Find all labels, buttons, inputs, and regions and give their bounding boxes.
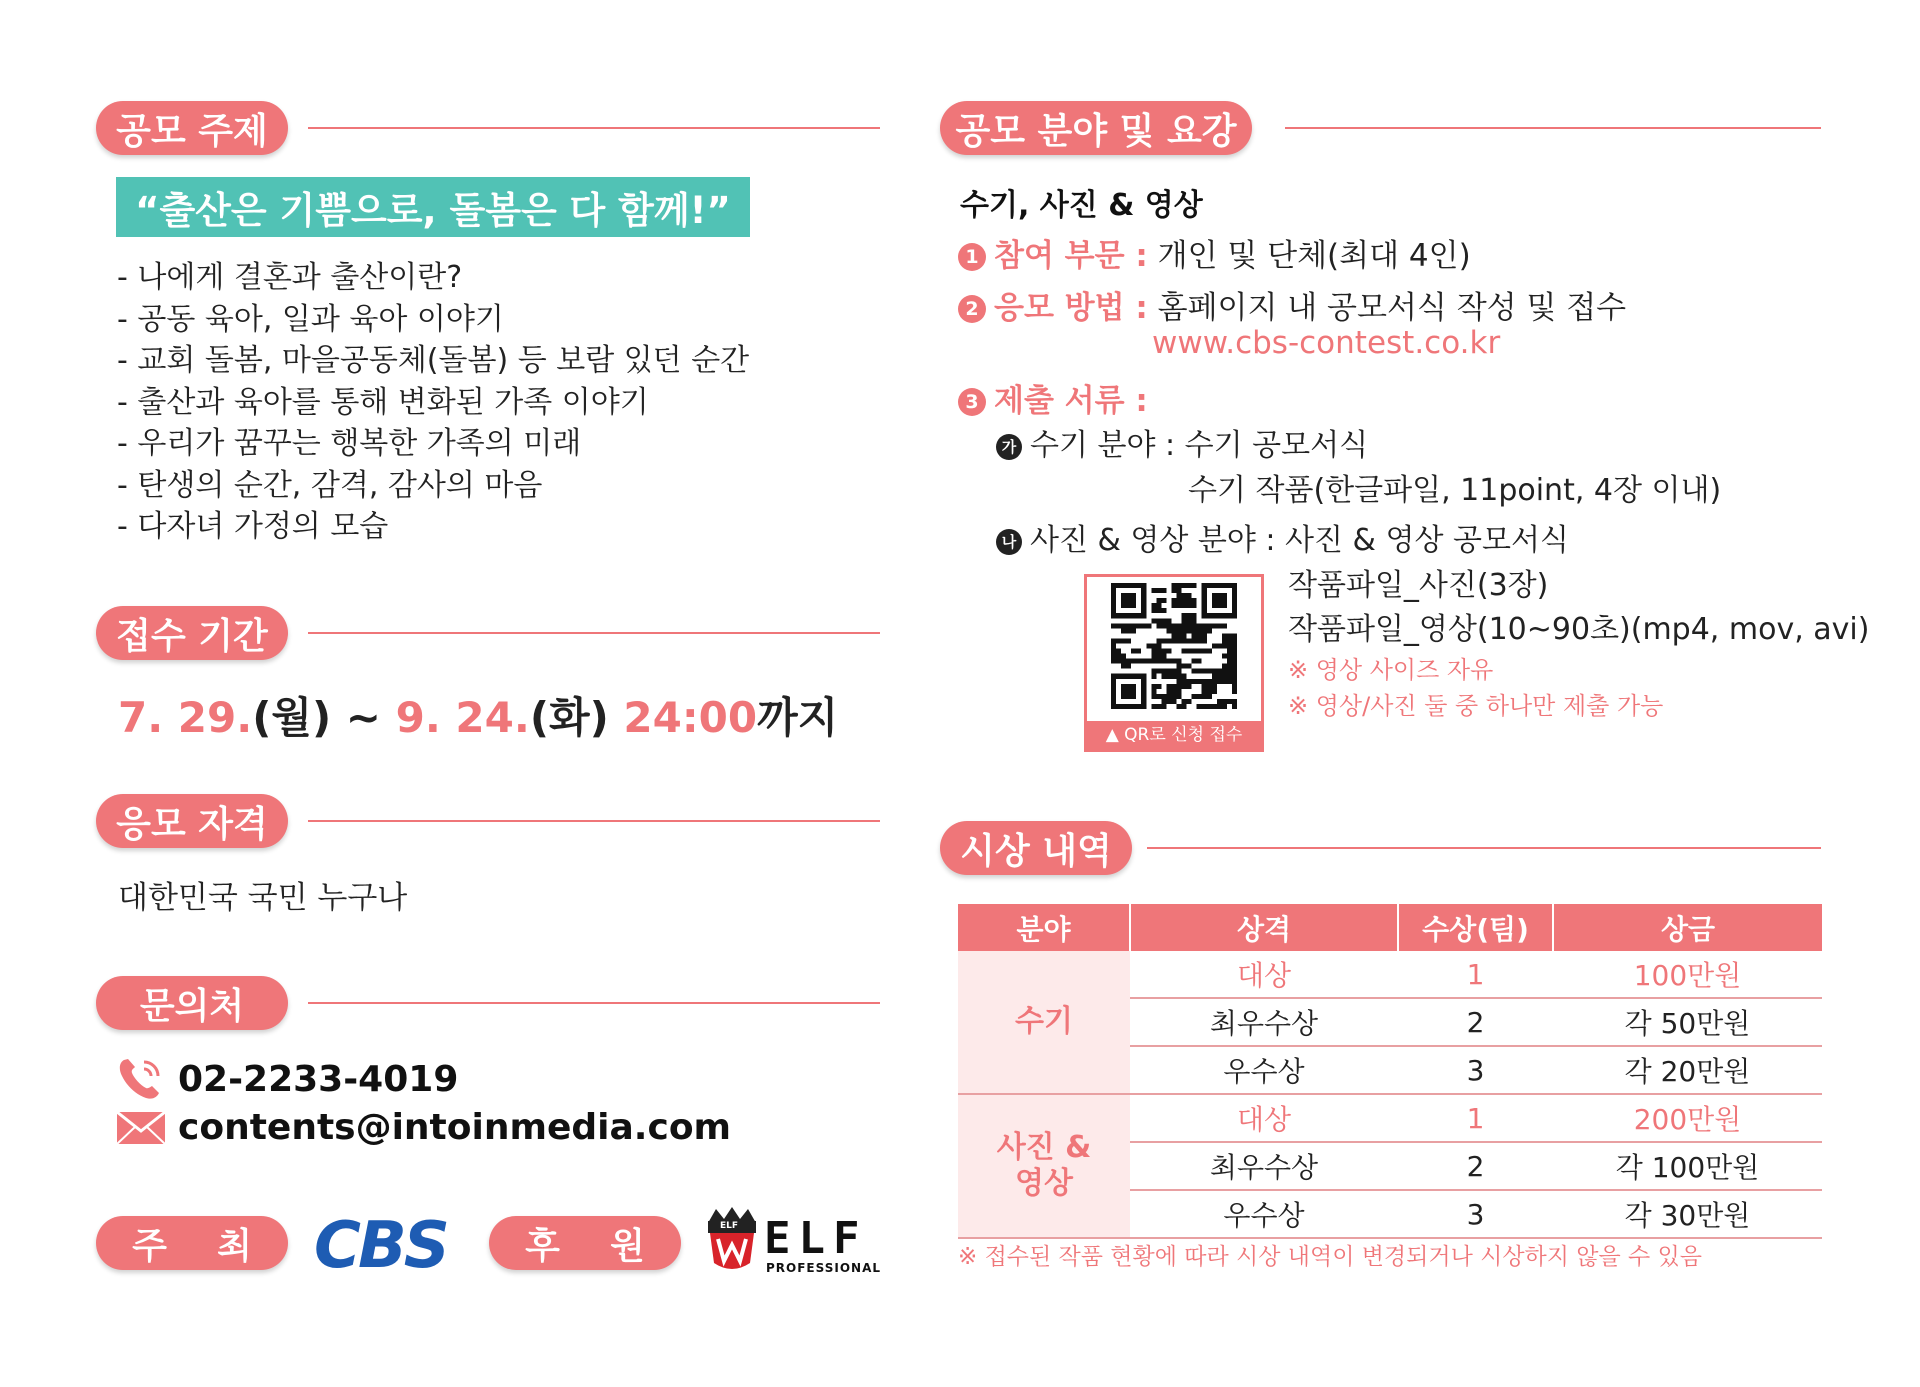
period-until: 까지 — [757, 693, 839, 742]
number-badge: 2 — [958, 295, 986, 323]
essay-mark: 가 — [996, 434, 1022, 460]
qr-code[interactable] — [1084, 574, 1264, 752]
awards-divider — [1147, 847, 1821, 849]
theme-item: - 탄생의 순간, 감격, 감사의 마음 — [117, 467, 543, 503]
eligibility-header: 응모 자격 — [96, 794, 288, 848]
theme-divider — [308, 127, 880, 129]
count-cell: 3 — [1398, 1190, 1553, 1238]
method-text: 홈페이지 내 공모서식 작성 및 접수 — [1147, 290, 1627, 326]
count-cell: 2 — [1398, 1142, 1553, 1190]
category-cell: 사진 & 영상 — [958, 1094, 1130, 1238]
award-cell: 최우수상 — [1130, 1142, 1398, 1190]
elf-subtitle: PROFESSIONAL — [766, 1261, 882, 1275]
theme-item: - 다자녀 가정의 모습 — [117, 509, 389, 544]
theme-item: - 우리가 꿈꾸는 행복한 가족의 미래 — [117, 426, 582, 461]
count-cell: 3 — [1398, 1046, 1553, 1094]
award-cell: 대상 — [1130, 951, 1398, 998]
award-cell: 우수상 — [1130, 1046, 1398, 1094]
method-label: 응모 방법 : — [994, 290, 1148, 326]
photo-line-1 — [996, 515, 1569, 559]
awards-header: 시상 내역 — [940, 821, 1132, 875]
period-end: 9. 24. — [395, 693, 530, 742]
photo-line-3: 작품파일_영상(10~90초)(mp4, mov, avi) — [1288, 612, 1870, 647]
theme-item: - 나에게 결혼과 출산이란? — [117, 260, 463, 295]
prize-cell: 각 30만원 — [1553, 1190, 1822, 1238]
photo-mark: 나 — [996, 529, 1022, 555]
phone-icon — [116, 1056, 166, 1102]
count-cell: 2 — [1398, 998, 1553, 1046]
awards-note: ※ 접수된 작품 현황에 따라 시상 내역이 변경되거나 시상하지 않을 수 있음 — [958, 1244, 1703, 1270]
contest-url[interactable]: www.cbs-contest.co.kr — [1152, 325, 1501, 361]
elf-logo — [704, 1205, 884, 1277]
email-row — [116, 1107, 731, 1148]
host-label: 주 최 — [96, 1216, 288, 1270]
participation-label: 참여 부문 : — [994, 238, 1148, 274]
column-header: 분야 — [958, 904, 1130, 951]
category-cell: 수기 — [958, 951, 1130, 1094]
elf-wordmark: ELF — [764, 1213, 868, 1264]
note-size: ※ 영상 사이즈 자유 — [1288, 656, 1494, 684]
prize-cell: 각 100만원 — [1553, 1142, 1822, 1190]
award-cell: 대상 — [1130, 1094, 1398, 1142]
slogan-banner: “출산은 기쁨으로, 돌봄은 다 함께!” — [116, 177, 750, 237]
mail-icon — [116, 1109, 166, 1147]
period-header: 접수 기간 — [96, 606, 288, 660]
contact-header: 문의처 — [96, 976, 288, 1030]
theme-item: - 출산과 육아를 통해 변화된 가족 이야기 — [117, 384, 649, 420]
table-row — [958, 1094, 1822, 1142]
eligibility-text: 대한민국 국민 누구나 — [118, 880, 408, 916]
participation-text: 개인 및 단체(최대 4인) — [1147, 238, 1471, 274]
table-header-row — [958, 904, 1822, 951]
contact-divider — [308, 1002, 880, 1004]
theme-item: - 교회 돌봄, 마을공동체(돌봄) 등 보람 있던 순간 — [117, 343, 750, 378]
submission-period — [118, 685, 838, 745]
qr-caption: ▲ QR로 신청 접수 — [1087, 721, 1261, 749]
prize-cell: 각 50만원 — [1553, 998, 1822, 1046]
table-row — [958, 951, 1822, 998]
sponsor-label: 후 원 — [489, 1216, 681, 1270]
award-cell: 우수상 — [1130, 1190, 1398, 1238]
theme-item: - 공동 육아, 일과 육아 이야기 — [117, 301, 504, 337]
elf-crown-icon — [704, 1205, 760, 1275]
essay-text-1: 수기 분야 : 수기 공모서식 — [1030, 428, 1369, 463]
photo-line-2: 작품파일_사진(3장) — [1288, 568, 1549, 603]
period-time: 24:00 — [623, 693, 758, 742]
period-divider — [308, 632, 880, 634]
count-cell: 1 — [1398, 951, 1553, 998]
qr-code-icon — [1109, 583, 1239, 709]
essay-line-2: 수기 작품(한글파일, 11point, 4장 이내) — [1188, 473, 1722, 508]
number-badge: 1 — [958, 243, 986, 271]
phone-number[interactable]: 02-2233-4019 — [178, 1058, 459, 1100]
fields-divider — [1285, 127, 1821, 129]
email-address[interactable]: contents@intoinmedia.com — [178, 1107, 732, 1148]
column-header: 상금 — [1553, 904, 1822, 951]
prize-cell: 각 20만원 — [1553, 1046, 1822, 1094]
award-cell: 최우수상 — [1130, 998, 1398, 1046]
count-cell: 1 — [1398, 1094, 1553, 1142]
participation-row — [958, 230, 1471, 275]
period-end-day: (화) — [529, 693, 624, 742]
prize-cell: 200만원 — [1553, 1094, 1822, 1142]
elf-crown-text: ELF — [720, 1221, 739, 1231]
category-title: 수기, 사진 & 영상 — [960, 188, 1203, 223]
photo-text-1: 사진 & 영상 분야 : 사진 & 영상 공모서식 — [1030, 523, 1569, 558]
eligibility-divider — [308, 820, 880, 822]
fields-header: 공모 분야 및 요강 — [940, 101, 1252, 155]
method-row — [958, 282, 1626, 327]
essay-line-1 — [996, 420, 1368, 464]
documents-row — [958, 375, 1148, 420]
phone-row — [116, 1056, 458, 1102]
period-start: 7. 29. — [118, 693, 253, 742]
theme-header: 공모 주제 — [96, 101, 288, 155]
column-header: 수상(팀) — [1398, 904, 1553, 951]
note-choice: ※ 영상/사진 둘 중 하나만 제출 가능 — [1288, 692, 1664, 720]
period-start-day: (월) ~ — [252, 693, 396, 742]
awards-table — [958, 904, 1822, 1239]
theme-list — [117, 257, 749, 548]
column-header: 상격 — [1130, 904, 1398, 951]
number-badge: 3 — [958, 388, 986, 416]
cbs-logo: CBS — [314, 1209, 447, 1283]
documents-label: 제출 서류 : — [994, 383, 1148, 419]
prize-cell: 100만원 — [1553, 951, 1822, 998]
